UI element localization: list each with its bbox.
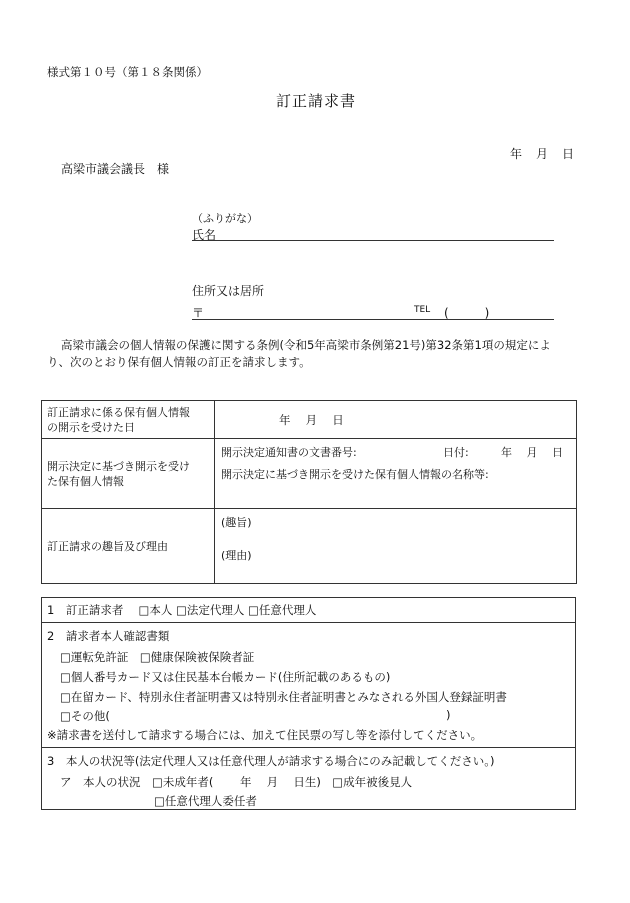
tel-label: TEL [414, 305, 431, 315]
section3-line2[interactable]: □任意代理人委任者 [154, 794, 257, 808]
row2-value-cell[interactable] [215, 439, 577, 509]
page-title: 訂正請求書 [276, 92, 357, 110]
section2-line1[interactable]: □運転免許証 □健康保険被保険者証 [60, 650, 255, 664]
row1-label-line2: の開示を受けた日 [47, 420, 135, 434]
body-line-2: り、次のとおり保有個人情報の訂正を請求します。 [47, 355, 311, 369]
row2-label-line2: た保有個人情報 [47, 474, 124, 488]
section2-line3[interactable]: □在留カード、特別永住者証明書又は特別永住者証明書とみなされる外国人登録証明書 [60, 690, 507, 704]
furigana-label: （ふりがな） [192, 212, 258, 225]
row1-value-cell[interactable] [215, 401, 577, 439]
row3-purpose: (趣旨) [221, 516, 252, 529]
row2-date-value: 年 月 日 [501, 446, 563, 459]
body-line-1: 高梁市議会の個人情報の保護に関する条例(令和5年高梁市条例第21号)第32条第1項の規定によ [61, 338, 551, 352]
request-table [41, 400, 577, 584]
name-label: 氏名 [192, 228, 217, 242]
row2-doc-number: 開示決定通知書の文書番号: [221, 446, 357, 459]
address-label: 住所又は居所 [192, 284, 265, 298]
section1-requester[interactable]: 1 訂正請求者 □本人 □法定代理人 □任意代理人 [47, 603, 317, 617]
section3-divider [42, 747, 575, 748]
section2-line2[interactable]: □個人番号カード又は住民基本台帳カード(住所記載のあるもの) [60, 670, 391, 684]
section2-heading: 2 請求者本人確認書類 [47, 629, 170, 643]
addressee: 高梁市議会議長 様 [61, 162, 170, 176]
row3-value-cell[interactable] [215, 509, 577, 584]
section2-line4-open[interactable]: □その他( [60, 709, 110, 723]
row1-label-cell [42, 401, 215, 439]
date-line: 年 月 日 [510, 147, 576, 161]
row2-date-label: 日付: [443, 446, 469, 459]
tel-parens: ( ) [444, 306, 490, 320]
form-number: 様式第１０号（第１８条関係） [47, 65, 208, 79]
address-field-line[interactable] [192, 319, 554, 320]
section2-note: ※請求書を送付して請求する場合には、加えて住民票の写し等を添付してください。 [47, 728, 483, 742]
section3-heading: 3 本人の状況等(法定代理人又は任意代理人が請求する場合にのみ記載してください。) [47, 754, 495, 768]
section3-line1[interactable]: ア 本人の状況 □未成年者( 年 月 日生) □成年被後見人 [60, 775, 413, 789]
row2-label-line1: 開示決定に基づき開示を受け [47, 459, 190, 473]
postal-mark: 〒 [192, 306, 205, 320]
row2-label-cell [42, 439, 215, 509]
row1-label-line1: 訂正請求に係る保有個人情報 [47, 405, 190, 419]
requester-sections [41, 597, 576, 810]
section2-line4-close: ) [446, 708, 451, 722]
name-field-line[interactable] [192, 240, 554, 241]
row3-label-cell [42, 509, 215, 584]
row1-date: 年 月 日 [279, 412, 344, 427]
row3-reason: (理由) [221, 549, 252, 562]
row3-label: 訂正請求の趣旨及び理由 [47, 540, 168, 553]
row2-name: 開示決定に基づき開示を受けた保有個人情報の名称等: [221, 468, 489, 481]
section2-divider [42, 622, 575, 623]
